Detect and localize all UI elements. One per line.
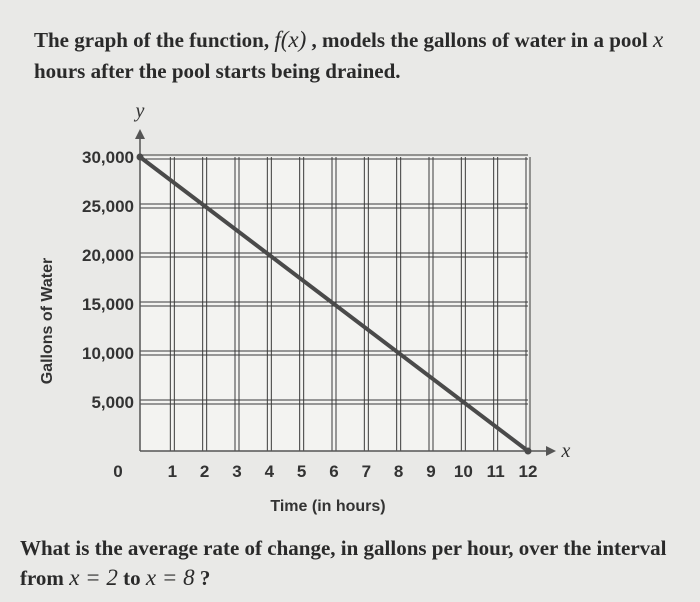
question-intro-text-3: hours after the pool starts being drained. bbox=[34, 59, 401, 83]
question-prompt bbox=[20, 534, 690, 593]
x-tick-label: 8 bbox=[393, 462, 404, 481]
interval-end: x = 8 bbox=[145, 565, 195, 590]
question-prompt-text: What is the average rate of change, in gallons per hour, over the interval from bbox=[20, 536, 667, 590]
x-tick-label: 9 bbox=[426, 462, 436, 481]
y-axis-variable: y bbox=[135, 100, 145, 122]
x-tick-label: 1 bbox=[167, 462, 178, 481]
x-tick-label: 12 bbox=[518, 462, 538, 481]
function-notation: f(x) bbox=[274, 27, 307, 52]
y-tick-label: 25,000 bbox=[82, 197, 134, 216]
x-axis-arrow bbox=[546, 446, 556, 456]
question-prompt-end: ? bbox=[199, 566, 211, 590]
x-tick-label: 10 bbox=[453, 462, 473, 481]
x-tick-label: 7 bbox=[361, 462, 372, 481]
y-tick-label: 5,000 bbox=[91, 393, 134, 412]
question-prompt-to: to bbox=[123, 566, 141, 590]
y-tick-label: 30,000 bbox=[82, 148, 134, 167]
x-tick-label: 6 bbox=[329, 462, 339, 481]
question-intro-text-2: , models the gallons of water in a pool bbox=[311, 28, 648, 52]
data-point bbox=[525, 448, 532, 455]
x-tick-label: 5 bbox=[296, 462, 307, 481]
x-tick-label: 4 bbox=[264, 462, 275, 481]
x-variable: x bbox=[653, 27, 664, 52]
x-tick-label: 11 bbox=[486, 462, 505, 481]
x-tick-label: 2 bbox=[199, 462, 210, 481]
question-intro-text-1: The graph of the function, bbox=[34, 28, 270, 52]
x-axis-variable: x bbox=[561, 440, 571, 462]
interval-start: x = 2 bbox=[69, 565, 118, 590]
y-axis-arrow bbox=[135, 129, 145, 139]
line-chart bbox=[0, 95, 700, 525]
y-tick-label: 10,000 bbox=[82, 344, 134, 363]
data-point bbox=[137, 154, 144, 161]
origin-label: 0 bbox=[113, 462, 123, 481]
question-intro bbox=[34, 24, 684, 87]
y-axis-label: Gallons of Water bbox=[39, 257, 56, 385]
y-tick-label: 15,000 bbox=[82, 295, 134, 314]
y-tick-label: 20,000 bbox=[82, 246, 134, 265]
x-tick-label: 3 bbox=[232, 462, 242, 481]
x-axis-label: Time (in hours) bbox=[270, 498, 386, 515]
